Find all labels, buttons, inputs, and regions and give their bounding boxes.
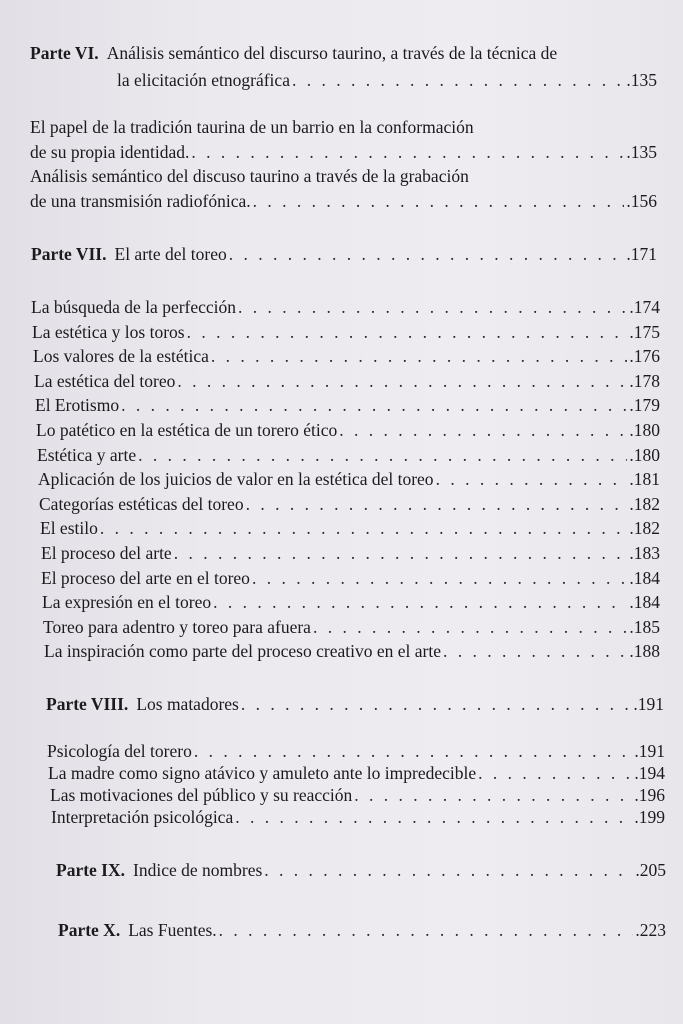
dot-leader [194,741,633,761]
toc-row [48,763,665,783]
toc-title: La estética y los toros [32,322,185,342]
part-title: Los matadores [136,694,239,714]
toc-row [50,785,665,805]
toc-title: Psicología del torero [47,741,192,761]
dot-leader [187,322,628,342]
page-number: .174 [629,297,660,317]
page-number: .180 [629,445,660,465]
toc-row [42,592,660,612]
toc-title: la elicitación etnográfica [117,70,290,90]
dot-leader [246,494,628,514]
toc-title: La inspiración como parte del proceso creativo en el arte [44,641,441,661]
page-number: .175 [629,322,660,342]
dot-leader [478,763,632,783]
toc-row [32,322,660,342]
page-number: .183 [629,543,660,563]
toc-title: Toreo para adentro y toreo para afuera [43,617,311,637]
page-number: .181 [629,469,660,489]
part-title: Indice de nombres [133,860,263,880]
toc-row [35,395,660,415]
toc-title: El estilo [40,518,98,538]
toc-row [37,445,660,465]
dot-leader [354,785,632,805]
dot-leader [211,346,627,366]
page-number: .196 [634,785,665,805]
page-number: .184 [629,592,660,612]
page-number: .184 [629,568,660,588]
toc-row [31,297,660,317]
toc-row [33,346,660,366]
part-viii-heading [46,694,664,714]
dot-leader [241,694,632,714]
toc-title: El proceso del arte en el toreo [41,568,250,588]
toc-row [38,469,660,489]
part-x-heading [58,920,666,940]
dot-leader [138,445,627,465]
dot-leader [100,518,628,538]
page-number: .191 [633,694,664,714]
part-title: Análisis semántico del discurso taurino, a través de la técnica de [106,43,558,63]
toc-title: Las motivaciones del público y su reacción [50,785,353,805]
part-ix-heading [56,860,666,880]
toc-row [30,142,657,162]
toc-title-line: El papel de la tradición taurina de un barrio en la conformación [30,117,474,137]
toc-row [36,420,660,440]
dot-leader [292,70,624,90]
dot-leader [213,592,627,612]
part-vii-heading [31,244,657,264]
part-title: Las Fuentes. [128,920,217,940]
toc-row [39,494,660,514]
toc-row [44,641,660,661]
dot-leader [177,371,627,391]
part-number: Parte VIII. [46,694,129,714]
toc-title: El proceso del arte [41,543,172,563]
page-number: .176 [629,346,660,366]
toc-row [51,807,665,827]
page-number: .180 [629,420,660,440]
page-number: .182 [629,518,660,538]
page-number: .135 [626,70,657,90]
page-number: .156 [626,191,657,211]
page-number: .199 [634,807,665,827]
toc-title: Interpretación psicológica [51,807,234,827]
toc-row [47,741,665,761]
page-number: .194 [634,763,665,783]
toc-title: Lo patético en la estética de un torero ético [36,420,338,440]
dot-leader [253,191,625,211]
toc-title: La estética del toreo [34,371,176,391]
dot-leader [229,244,625,264]
part-title: El arte del toreo [114,244,227,264]
toc-title: de su propia identidad. [30,142,190,162]
part-number: Parte X. [58,920,121,940]
page-number: .171 [626,244,657,264]
page-number: .188 [629,641,660,661]
dot-leader [264,860,633,880]
dot-leader [174,543,628,563]
dot-leader [339,420,627,440]
toc-row [30,191,657,211]
toc-title: de una transmisión radiofónica. [30,191,251,211]
dot-leader [219,920,634,940]
page-number: .135 [626,142,657,162]
dot-leader [436,469,628,489]
toc-row [41,543,660,563]
page-number: .191 [634,741,665,761]
dot-leader [121,395,627,415]
page-number: .182 [629,494,660,514]
page-number: .205 [635,860,666,880]
dot-leader [235,807,632,827]
toc-title-line: Análisis semántico del discuso taurino a través de la grabación [30,166,469,186]
toc-title: Los valores de la estética [33,346,209,366]
toc-row [43,617,660,637]
dot-leader [191,142,624,162]
page-number: .223 [635,920,666,940]
dot-leader [252,568,627,588]
part-vi-heading [30,43,557,63]
dot-leader [238,297,627,317]
toc-title: Aplicación de los juicios de valor en la estética del toreo [38,469,434,489]
page-number: .179 [629,395,660,415]
toc-title: La expresión en el toreo [42,592,212,612]
page-number: .178 [629,371,660,391]
toc-title: Estética y arte [37,445,137,465]
part-number: Parte VI. [30,43,99,63]
toc-title: La madre como signo atávico y amuleto ante lo impredecible [48,763,477,783]
dot-leader [443,641,627,661]
part-number: Parte IX. [56,860,126,880]
toc-title: Categorías estéticas del toreo [39,494,244,514]
part-number: Parte VII. [31,244,107,264]
toc-row [117,70,657,90]
toc-title: La búsqueda de la perfección [31,297,237,317]
toc-row [40,518,660,538]
toc-row [41,568,660,588]
dot-leader [313,617,627,637]
toc-title: El Erotismo [35,395,120,415]
page-number: .185 [629,617,660,637]
toc-row [34,371,660,391]
